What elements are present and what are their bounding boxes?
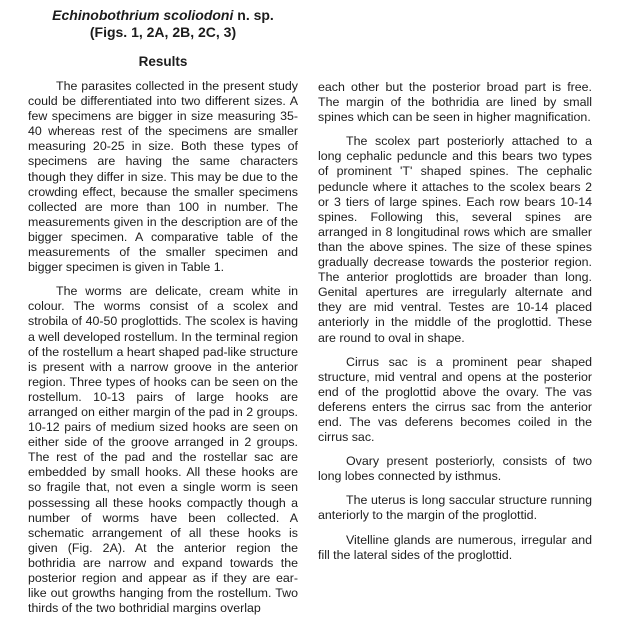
- right-column: [318, 80, 592, 572]
- paragraph-uterus: The uterus is long saccular structure running anteriorly to the margin of the proglottid.: [318, 493, 592, 523]
- left-column: [28, 79, 298, 625]
- figures-reference: (Figs. 1, 2A, 2B, 2C, 3): [89, 24, 237, 40]
- paragraph-size-differences: The parasites collected in the present study could be differentiated into two different sizes. A few specimens are bigger in size measuring 35-40 whereas rest of the specimens are smaller measuring 20-25 in size. Both these types of specimens are having the same characters though they differ in size. This may be due to the crowding effect, because the smaller specimens collected are more than 100 in number. The measurements given in the description are of the bigger specimen. A comparative table of the measurements of the smaller specimen and bigger specimen is given in Table 1.: [28, 79, 298, 275]
- article-title-block: [28, 6, 298, 41]
- paragraph-worm-description: The worms are delicate, cream white in colour. The worms consist of a scolex and strobila of 40-50 proglottids. The scolex is having a well developed rostellum. In the terminal region of the rostellum a heart shaped pad-like structure is present with a narrow groove in the anterior region. Three types of hooks can be seen on the rostellum. 10-13 pairs of large hooks are arranged on either margin of the pad in 2 groups. 10-12 pairs of medium sized hooks are seen on either side of the groove arranged in 2 groups. The rest of the pad and the rostellar sac are embedded by small hooks. All these hooks are so fragile that, not even a single worm is seen possessing all these hooks compactly though a number of worms have been collected. A schematic arrangement of all these hooks is given (Fig. 2A). At the anterior region the bothridia are narrow and expand towards the posterior region and appear as if they are ear-like out growths hanging from the rostellum. Two thirds of the two bothridial margins overlap: [28, 284, 298, 616]
- section-heading-results: Results: [138, 54, 188, 69]
- paragraph-cirrus-sac: Cirrus sac is a prominent pear shaped structure, mid ventral and opens at the posterior end of the proglottid above the ovary. The vas deferens enters the cirrus sac from the anterior end. The vas deferens becomes coiled in the cirrus sac.: [318, 354, 592, 445]
- paragraph-scolex-peduncle: The scolex part posteriorly attached to a long cephalic peduncle and this bears two types of prominent 'T' shaped spines. The cephalic peduncle where it attaches to the scolex bears 2 or 3 tiers of large spines. Each row bears 10-14 spines. Following this, several spines are arranged in 8 longitudinal rows which are smaller than the above spines. The size of these spines gradually decrease towards the posterior region. The anterior proglottids are broader than long. Genital apertures are irregularly alternate and they are mid ventral. Testes are 10-14 placed anteriorly in the middle of the proglottid. These are round to oval in shape.: [318, 134, 592, 345]
- species-title: [28, 6, 298, 24]
- paragraph-continuation: each other but the posterior broad part is free. The margin of the bothridia are lined by small spines which can be seen in higher magnification.: [318, 80, 592, 125]
- species-name: Echinobothrium scoliodoni: [52, 7, 234, 23]
- species-suffix: n. sp.: [233, 7, 274, 23]
- paragraph-ovary: Ovary present posteriorly, consists of two long lobes connected by isthmus.: [318, 454, 592, 484]
- paragraph-vitelline-glands: Vitelline glands are numerous, irregular and fill the lateral sides of the proglottid.: [318, 532, 592, 562]
